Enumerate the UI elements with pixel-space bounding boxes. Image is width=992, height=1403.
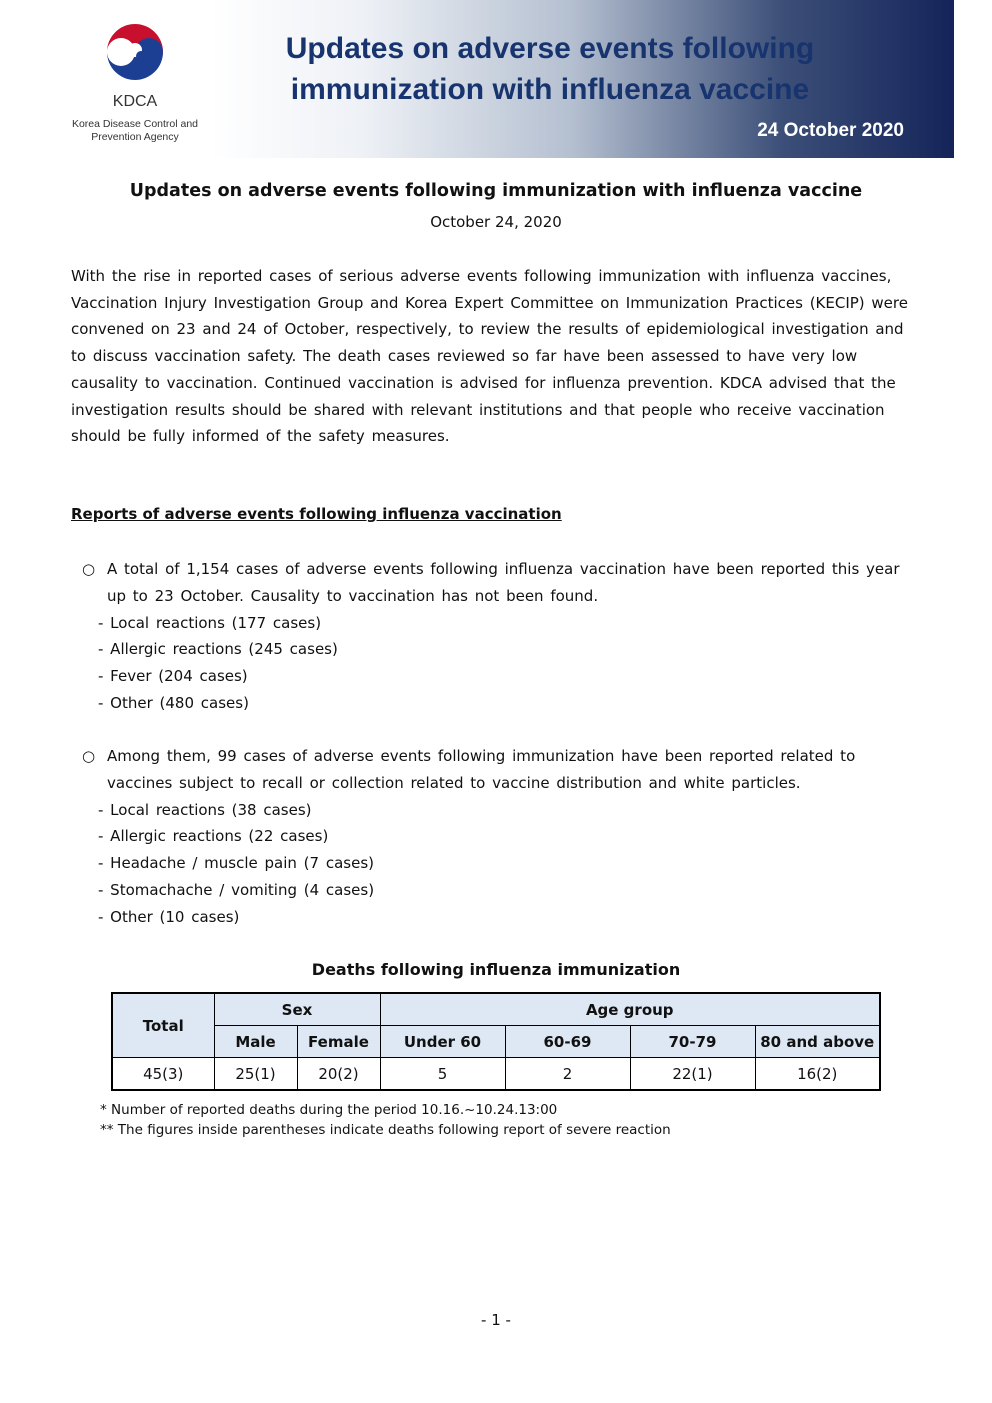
list-item: - Local reactions (38 cases) — [98, 800, 312, 819]
header-60-69: 60-69 — [505, 1026, 630, 1058]
bullet-text: Among them, 99 cases of adverse events following immunization have been reported related to vaccines subject to recall or collection related to vaccine distribution and white particles. — [107, 747, 856, 792]
table-header-row — [112, 993, 880, 1026]
cell-male: 25(1) — [214, 1058, 297, 1091]
table-row — [112, 1058, 880, 1091]
header-sex: Sex — [214, 993, 380, 1026]
header-total: Total — [112, 993, 214, 1058]
cell-60-69: 2 — [505, 1058, 630, 1091]
note-1: * Number of reported deaths during the period 10.16.~10.24.13:00 — [100, 1102, 558, 1118]
deaths-table — [111, 992, 881, 1091]
logo-abbreviation: KDCA — [112, 93, 158, 110]
document-title: Updates on adverse events following immunization with influenza vaccine — [129, 181, 863, 201]
bullet-item — [82, 743, 917, 797]
cell-female: 20(2) — [297, 1058, 380, 1091]
header-male: Male — [214, 1026, 297, 1058]
list-item: - Stomachache / vomiting (4 cases) — [98, 880, 375, 899]
header-age-group: Age group — [380, 993, 880, 1026]
banner-title-line1: Updates on adverse events following — [285, 32, 815, 65]
list-item: - Allergic reactions (245 cases) — [98, 640, 338, 659]
cell-80-and-above: 16(2) — [755, 1058, 880, 1091]
taegeuk-emblem-icon — [103, 20, 167, 84]
list-item: - Other (10 cases) — [98, 907, 240, 926]
header-female: Female — [297, 1026, 380, 1058]
note-2: ** The figures inside parentheses indicate deaths following report of severe reaction — [100, 1122, 671, 1138]
bullet-block-1 — [82, 556, 917, 717]
list-item: - Fever (204 cases) — [98, 667, 248, 686]
kdca-logo — [0, 0, 205, 158]
circle-bullet-icon: ○ — [82, 560, 96, 578]
list-item: - Other (480 cases) — [98, 693, 249, 712]
header-80-and-above: 80 and above — [755, 1026, 880, 1058]
logo-name-line1: Korea Disease Control and — [71, 118, 199, 130]
table-title: Deaths following influenza immunization — [311, 960, 681, 979]
bullet-text: A total of 1,154 cases of adverse events following influenza vaccination have been reported this year up to 23 October. Causality to vaccination has not been found. — [107, 560, 900, 605]
circle-bullet-icon: ○ — [82, 747, 96, 765]
section-heading: Reports of adverse events following influenza vaccination — [71, 505, 562, 523]
banner-date: 24 October 2020 — [757, 120, 904, 141]
page-number: - 1 - — [481, 1311, 511, 1329]
banner-title-line2: immunization with influenza vaccine — [290, 73, 810, 106]
logo-agency-name — [0, 118, 270, 144]
list-item: - Allergic reactions (22 cases) — [98, 827, 329, 846]
intro-paragraph: With the rise in reported cases of serious adverse events following immunization with influenza vaccines, Vaccination Injury Investigation Group and Korea Expert Committee on Immunization Practices (KECIP) were convened on 23 and 24 of October, respectively, to review the results of epidemiological investigation and to discuss vaccination safety. The death cases reviewed so far have been assessed to have very low causality to vaccination. Continued vaccination is advised for influenza prevention. KDCA advised that the investigation results should be shared with relevant institutions and that people who receive vaccination should be fully informed of the safety measures. — [71, 267, 908, 446]
table-notes — [100, 1100, 671, 1140]
cell-70-79: 22(1) — [630, 1058, 755, 1091]
banner-title — [250, 28, 850, 110]
bullet-item — [82, 556, 917, 610]
header-under-60: Under 60 — [380, 1026, 505, 1058]
header-70-79: 70-79 — [630, 1026, 755, 1058]
list-item: - Headache / muscle pain (7 cases) — [98, 854, 374, 873]
document-date: October 24, 2020 — [430, 213, 562, 231]
cell-total: 45(3) — [112, 1058, 214, 1091]
table-subheader-row — [112, 1026, 880, 1058]
cell-under-60: 5 — [380, 1058, 505, 1091]
bullet-block-2 — [82, 743, 917, 931]
list-item: - Local reactions (177 cases) — [98, 613, 322, 632]
header-banner — [0, 0, 954, 158]
logo-name-line2: Prevention Agency — [91, 131, 179, 143]
